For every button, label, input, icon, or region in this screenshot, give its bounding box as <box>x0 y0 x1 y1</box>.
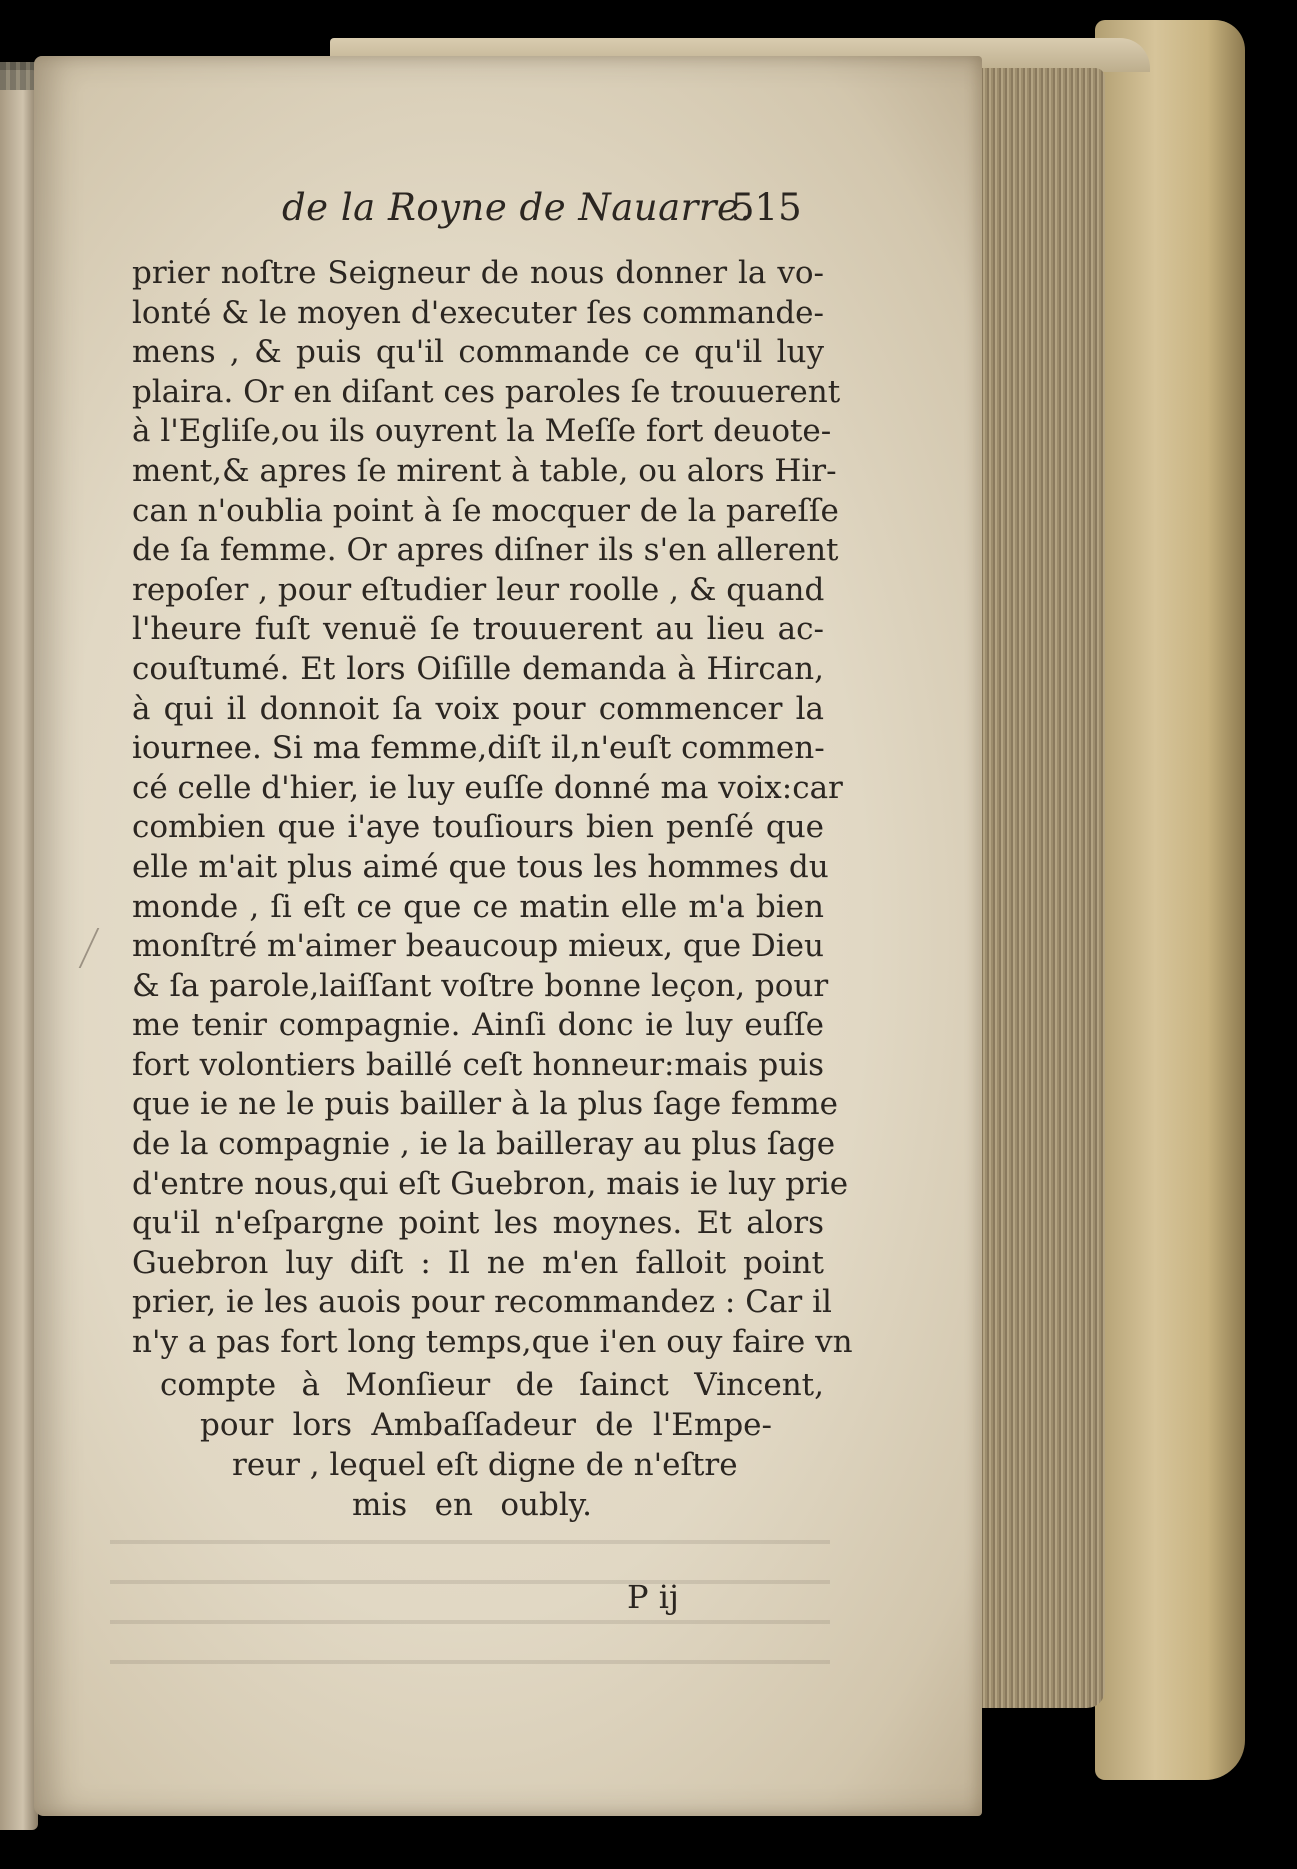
text-line: prier, ie les auois pour recommandez : Car il <box>132 1284 832 1321</box>
signature-mark: P ij <box>627 1578 679 1616</box>
tail-line-1 <box>160 1366 824 1406</box>
text-line: n'y a pas fort long temps,que i'en ouy faire vn <box>132 1324 853 1361</box>
text-line: monde , ſi eſt ce que ce matin elle m'a bien <box>132 888 824 925</box>
text-line: que ie ne le puis bailler à la plus ſage femme <box>132 1086 839 1123</box>
text-line: qu'il n'eſpargne point les moynes. Et alors <box>132 1205 824 1242</box>
text-line: l'heure fuſt venuë ſe trouuerent au lieu ac- <box>132 611 824 648</box>
running-head: de la Royne de Nauarre. <box>282 186 752 229</box>
text-line: mens , & puis qu'il commande ce qu'il luy <box>132 334 824 371</box>
text-line: repoſer , pour eſtudier leur roolle , & quand <box>132 571 825 608</box>
text-line: de la compagnie , ie la bailleray au plus ſage <box>132 1126 836 1163</box>
text-line: combien que i'aye touſiours bien penſé que <box>132 809 824 846</box>
body-text <box>132 254 853 1363</box>
page-number: 515 <box>731 186 802 229</box>
text-line: à qui il donnoit ſa voix pour commencer la <box>132 690 824 727</box>
text-line: & ſa parole,laiſſant voſtre bonne leçon, pour <box>132 967 829 1004</box>
text-line: à l'Egliſe,ou ils ouyrent la Meſſe fort deuote- <box>132 413 832 450</box>
text-line: me tenir compagnie. Ainſi donc ie luy euſſe <box>132 1007 824 1044</box>
text-line: lonté & le moyen d'executer ſes commande- <box>132 294 824 331</box>
text-line: can n'oublia point à ſe mocquer de la pareſſe <box>132 492 839 529</box>
tail-line-2 <box>200 1406 772 1446</box>
text-line: de ſa femme. Or apres diſner ils s'en allerent <box>132 532 839 569</box>
text-line: monſtré m'aimer beaucoup mieux, que Dieu <box>132 928 824 965</box>
text-line: reur , lequel eſt digne de n'eſtre <box>232 1447 738 1483</box>
text-line: fort volontiers baillé ceſt honneur:mais puis <box>132 1046 824 1083</box>
text-line: compte à Monſieur de ſainct Vincent, <box>160 1367 824 1403</box>
text-line: couſtumé. Et lors Oiſille demanda à Hircan, <box>132 650 824 687</box>
text-line: cé celle d'hier, ie luy euſſe donné ma voix:car <box>132 769 843 806</box>
text-line: pour lors Ambaſſadeur de l'Empe- <box>200 1407 772 1443</box>
tail-line-3 <box>232 1446 738 1486</box>
margin-annotation-mark <box>79 928 122 968</box>
text-line: Guebron luy diſt : Il ne m'en falloit point <box>132 1244 824 1281</box>
text-line: plaira. Or en diſant ces paroles ſe trouuerent <box>132 373 841 410</box>
text-line: elle m'ait plus aimé que tous les hommes du <box>132 848 829 885</box>
text-line: iournee. Si ma femme,diſt il,n'euſt commen- <box>132 730 825 767</box>
text-line: mis en oubly. <box>352 1487 592 1523</box>
text-line: prier noſtre Seigneur de nous donner la vo- <box>132 255 824 291</box>
show-through-texture <box>110 1518 830 1698</box>
text-line: ment,& apres ſe mirent à table, ou alors Hir- <box>132 452 837 489</box>
text-line: d'entre nous,qui eſt Guebron, mais ie luy prie <box>132 1165 849 1202</box>
